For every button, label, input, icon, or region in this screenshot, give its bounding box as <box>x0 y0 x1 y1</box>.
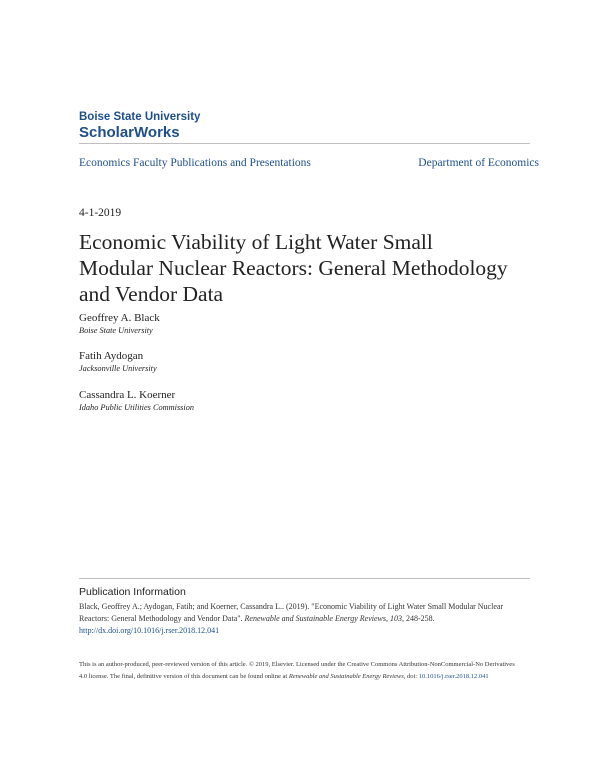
author-block <box>79 389 194 413</box>
citation-pages: , 248-258. <box>401 614 435 623</box>
license-statement <box>79 659 519 683</box>
publication-date: 4-1-2019 <box>79 207 122 219</box>
license-journal: Renewable and Sustainable Energy Reviews <box>288 673 404 680</box>
department-link[interactable]: Department of Economics <box>418 157 539 169</box>
author-affiliation: Idaho Public Utilities Commission <box>79 403 195 412</box>
author-affiliation: Boise State University <box>79 326 153 335</box>
license-text: This is an author-produced, peer-reviewed version of this article. © 2019, Elsevier. Licensed under the Creative Commons Attribution-NonCommercial-No Derivatives 4.0 license. The final, definitive version of this document can be found online at <box>79 661 515 680</box>
author-block <box>79 350 157 374</box>
document-title: Economic Viability of Light Water Small Modular Nuclear Reactors: General Methodology and Vendor Data <box>79 230 508 306</box>
author-block <box>79 312 160 336</box>
university-name: Boise State University <box>79 111 201 123</box>
author-name: Cassandra L. Koerner <box>79 389 176 401</box>
license-doi-link[interactable]: 10.1016/j.rser.2018.12.041 <box>418 673 489 680</box>
author-name: Geoffrey A. Black <box>79 312 160 324</box>
header-divider <box>79 143 530 144</box>
repository-brand[interactable] <box>79 110 200 141</box>
publication-divider <box>79 578 530 579</box>
journal-name: Renewable and Sustainable Energy Reviews, 103 <box>244 614 402 623</box>
collection-link[interactable]: Economics Faculty Publications and Presentations <box>79 157 311 169</box>
publication-info-heading: Publication Information <box>79 586 186 598</box>
scholarworks-logo-text: ScholarWorks <box>79 124 180 141</box>
author-affiliation: Jacksonville University <box>79 364 157 373</box>
citation <box>79 601 519 637</box>
citation-text: Black, Geoffrey A.; Aydogan, Fatih; and Koerner, Cassandra L.. (2019). "Economic Viability of Light Water Small Modular Nuclear Reactors: General Methodology and Vendor Data". <box>79 602 504 623</box>
license-doi-prefix: , doi: <box>403 673 419 680</box>
doi-link[interactable]: http://dx.doi.org/10.1016/j.rser.2018.12.041 <box>79 626 220 635</box>
author-name: Fatih Aydogan <box>79 350 144 362</box>
